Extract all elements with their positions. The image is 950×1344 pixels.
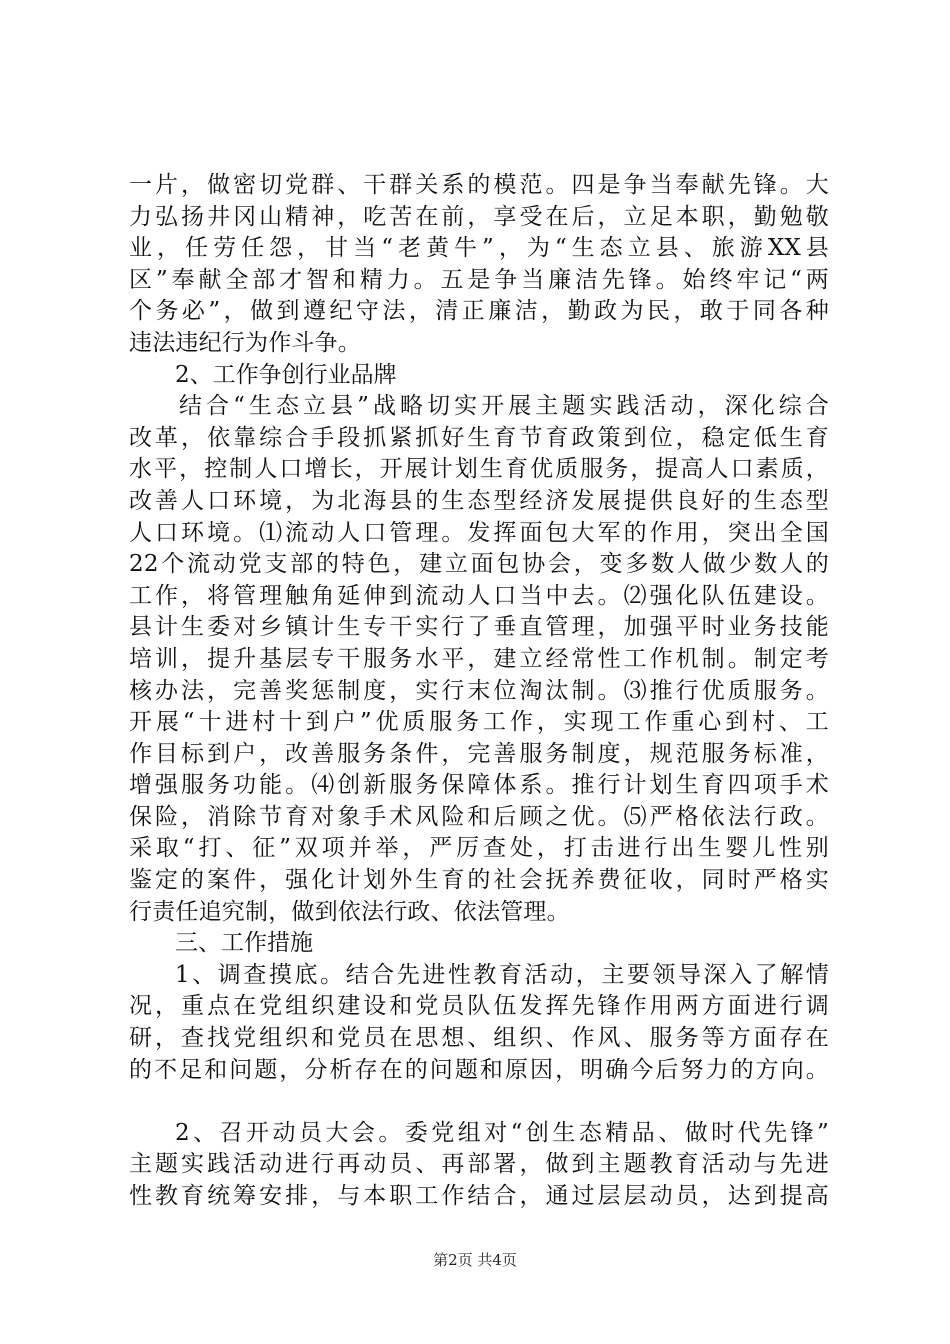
paragraph-pioneer-continuation <box>129 170 829 360</box>
text-line: 改善人口环境，为北海县的生态型经济发展提供良好的生态型 <box>129 487 829 514</box>
text-line: 县计生委对乡镇计生专干实行了垂直管理，加强平时业务技能 <box>129 614 829 641</box>
paragraph-survey <box>129 960 829 1086</box>
text-line: 培训，提升基层专干服务水平，建立经常性工作机制。制定考 <box>129 645 829 672</box>
text-line: 改革，依靠综合手段抓紧抓好生育节育政策到位，稳定低生育 <box>129 424 829 451</box>
text-line: 2、召开动员大会。委党组对“创生态精品、做时代先锋” <box>175 1119 829 1146</box>
paragraph-industry-brand <box>129 391 829 928</box>
text-line: 主题实践活动进行再动员、再部署，做到主题教育活动与先进 <box>129 1151 829 1178</box>
text-line: 一片，做密切党群、干群关系的模范。四是争当奉献先锋。大 <box>129 172 829 198</box>
text-line: 的不足和问题，分析存在的问题和原因，明确今后努力的方向。 <box>129 1056 829 1083</box>
text-line: 核办法，完善奖惩制度，实行末位淘汰制。⑶推行优质服务。 <box>129 677 829 704</box>
text-line: 采取“打、征”双项并举，严厉查处，打击进行出生婴儿性别 <box>129 835 829 862</box>
text-line: 况，重点在党组织建设和党员队伍发挥先锋作用两方面进行调 <box>129 993 829 1020</box>
text-line: 22个流动党支部的特色，建立面包协会，变多数人做少数人的 <box>129 551 829 578</box>
text-line: 研，查找党组织和党员在思想、组织、作风、服务等方面存在 <box>129 1025 829 1052</box>
text-line: 工作，将管理触角延伸到流动人口当中去。⑵强化队伍建设。 <box>129 582 829 609</box>
page-number-footer: 第2页 共4页 <box>433 1251 517 1269</box>
text-line: 增强服务功能。⑷创新服务保障体系。推行计划生育四项手术 <box>129 772 829 799</box>
text-line: 鉴定的案件，强化计划外生育的社会抚养费征收，同时严格实 <box>129 867 829 894</box>
paragraph-gap <box>129 1086 829 1118</box>
text-line: 行责任追究制，做到依法行政、依法管理。 <box>129 898 570 925</box>
section-heading: 三、工作措施 <box>175 930 313 957</box>
text-line: 结合“生态立县”战略切实开展主题实践活动，深化综合 <box>179 393 829 420</box>
section-heading: 2、工作争创行业品牌 <box>175 361 397 388</box>
text-line: 业，任劳任怨，甘当“老黄牛”，为“生态立县、旅游XX县 <box>129 235 829 262</box>
text-line: 作目标到户，改善服务条件，完善服务制度，规范服务标准， <box>129 740 829 767</box>
text-line: 性教育统筹安排，与本职工作结合，通过层层动员，达到提高 <box>129 1183 829 1209</box>
text-line: 开展“十进村十到户”优质服务工作，实现工作重心到村、工 <box>129 709 829 736</box>
text-line: 1、调查摸底。结合先进性教育活动，主要领导深入了解情 <box>175 961 829 988</box>
text-line: 水平，控制人口增长，开展计划生育优质服务，提高人口素质， <box>129 456 829 483</box>
text-line: 力弘扬井冈山精神，吃苦在前，享受在后，立足本职，勤勉敬 <box>129 203 829 230</box>
paragraph-mobilization <box>129 1118 829 1213</box>
text-line: 违法违纪行为作斗争。 <box>129 329 361 356</box>
document-body <box>129 170 829 1213</box>
text-line: 人口环境。⑴流动人口管理。发挥面包大军的作用，突出全国 <box>129 519 829 546</box>
text-line: 保险，消除节育对象手术风险和后顾之优。⑸严格依法行政。 <box>129 803 829 830</box>
text-line: 个务必”，做到遵纪守法，清正廉洁，勤政为民，敢于同各种 <box>129 298 829 325</box>
text-line: 区”奉献全部才智和精力。五是争当廉洁先锋。始终牢记“两 <box>129 266 829 293</box>
